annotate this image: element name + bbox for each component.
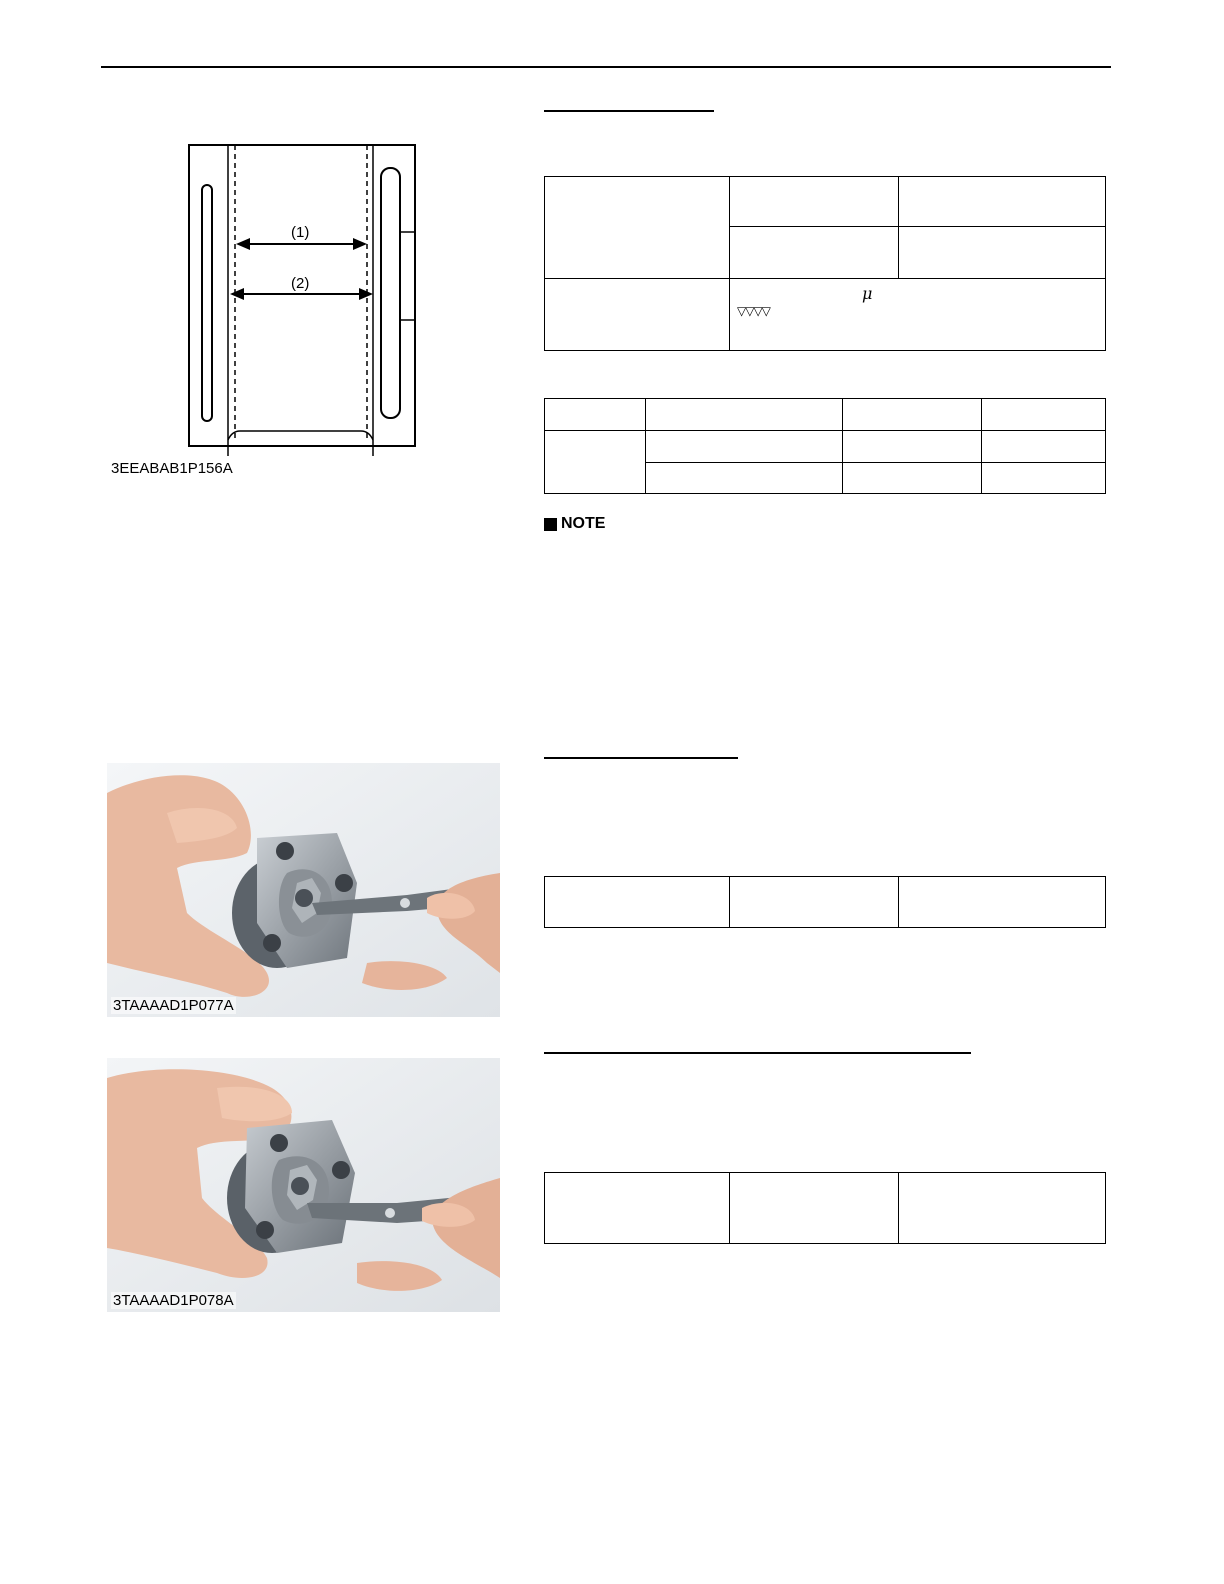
photo1-caption: 3TAAAAD1P077A	[113, 997, 234, 1014]
size-table-row-divider-1	[544, 430, 1106, 431]
clearance-table-1	[544, 876, 1106, 928]
note-label: NOTE	[561, 515, 606, 532]
size-table	[544, 398, 1106, 494]
photo-1-illustration	[107, 763, 500, 1017]
note-heading	[544, 515, 605, 533]
surface-finish-symbol: ▽▽▽▽	[737, 304, 770, 318]
clearance-table-2	[544, 1172, 1106, 1244]
clearance-table-1-col-divider-1	[729, 876, 730, 928]
photo-feeler-gauge-1	[107, 763, 500, 1017]
size-table-row-divider-2	[645, 462, 1106, 463]
arrow-2-right-head	[359, 288, 373, 300]
diagram-label-1: (1)	[291, 224, 310, 241]
note-square-icon	[544, 518, 557, 531]
diagram-right-slot	[381, 168, 400, 418]
spec-table	[544, 176, 1106, 351]
bore-diagram	[180, 140, 425, 460]
photo-2-illustration	[107, 1058, 500, 1312]
section-heading-underline-2	[544, 757, 738, 759]
diagram-right-tab	[400, 232, 415, 320]
size-table-col-divider-2	[842, 398, 843, 494]
photo-feeler-gauge-2	[107, 1058, 500, 1312]
photo2-caption: 3TAAAAD1P078A	[113, 1292, 234, 1309]
arrow-1-right-head	[353, 238, 367, 250]
spec-table-row-divider-1	[729, 226, 1106, 227]
clearance-table-2-col-divider-2	[898, 1172, 899, 1244]
section-heading-underline-3	[544, 1052, 971, 1054]
micro-symbol: μ	[862, 284, 873, 303]
clearance-table-1-col-divider-2	[898, 876, 899, 928]
spec-table-col-divider-1	[729, 176, 730, 351]
spec-table-col-divider-2	[898, 176, 899, 278]
diagram-bottom-notch	[228, 431, 373, 440]
diagram-label-2: (2)	[291, 275, 310, 292]
size-table-col-divider-3	[981, 398, 982, 494]
arrow-2-left-head	[230, 288, 244, 300]
arrow-1-left-head	[236, 238, 250, 250]
section-heading-underline-1	[544, 110, 714, 112]
diagram-left-slot	[202, 185, 212, 421]
size-table-col-divider-1	[645, 398, 646, 494]
clearance-table-2-col-divider-1	[729, 1172, 730, 1244]
spec-table-row-divider-2	[544, 278, 1106, 279]
header-rule	[101, 66, 1111, 68]
diagram-caption: 3EEABAB1P156A	[111, 460, 233, 477]
